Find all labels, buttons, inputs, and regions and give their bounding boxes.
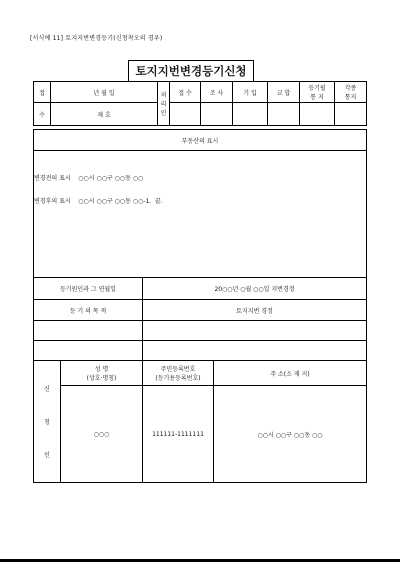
cause-label: 등기원인과 그 연월일 bbox=[34, 278, 143, 300]
name-header bbox=[61, 361, 143, 386]
cheori-in-3: 인 bbox=[160, 110, 167, 117]
name-header-2: (상호·명칭) bbox=[86, 375, 117, 382]
applicant-address[interactable]: ○○시 ○○구 ○○동 ○○ bbox=[214, 386, 367, 483]
applicant-side-1: 신 bbox=[44, 386, 50, 393]
id-header-1: 주민등록번호 bbox=[160, 366, 196, 373]
box-notice2[interactable] bbox=[335, 103, 367, 126]
property-header: 부동산의 표시 bbox=[34, 130, 367, 151]
cause-value[interactable]: 20○○년 ○월 ○○일 지번경정 bbox=[143, 278, 367, 300]
applicant-side-2: 청 bbox=[44, 419, 50, 426]
jeop-cell: 접 bbox=[34, 82, 51, 103]
box-giip[interactable] bbox=[233, 103, 268, 126]
col-notice1 bbox=[300, 82, 335, 103]
property-description[interactable] bbox=[34, 151, 367, 278]
name-header-1: 성 명 bbox=[94, 366, 109, 373]
id-header-2: (등기용등록번호) bbox=[155, 375, 201, 382]
su-cell: 수 bbox=[34, 103, 51, 126]
cheori-in-2: 리 bbox=[160, 101, 167, 108]
purpose-label: 등 기 의 목 적 bbox=[34, 300, 143, 321]
box-notice1[interactable] bbox=[300, 103, 335, 126]
id-header bbox=[143, 361, 214, 386]
blank-value-1[interactable] bbox=[143, 321, 367, 341]
receipt-table bbox=[33, 81, 367, 126]
property-before: 변경전의 표시 ○○시 ○○구 ○○동 ○○ bbox=[34, 175, 144, 182]
box-gyohap[interactable] bbox=[268, 103, 300, 126]
receipt-date-label: 년 월 일 bbox=[51, 82, 158, 103]
blank-label-2 bbox=[34, 341, 143, 361]
col-notice2 bbox=[335, 82, 367, 103]
form-caption: [서식예 11] 토지지번변경등기(신청착오의 경우) bbox=[30, 35, 163, 42]
purpose-value[interactable]: 토지지번 경정 bbox=[143, 300, 367, 321]
applicant-id[interactable]: 111111-1111111 bbox=[143, 386, 214, 483]
notice2-line1: 각종 bbox=[344, 85, 357, 92]
application-body-table bbox=[33, 129, 367, 483]
notice1-line2: 통 지 bbox=[310, 94, 324, 101]
cheori-in-1: 처 bbox=[160, 92, 167, 99]
col-gyohap: 교 합 bbox=[268, 82, 300, 103]
col-josa: 조 사 bbox=[201, 82, 233, 103]
box-josa[interactable] bbox=[201, 103, 233, 126]
property-after: 변경후의 표시 ○○시 ○○구 ○○동 ○○-1. 끝. bbox=[34, 198, 163, 205]
form-title: 토지지번변경등기신청 bbox=[128, 60, 254, 82]
cheori-in-cell bbox=[158, 82, 170, 126]
col-giip: 기 입 bbox=[233, 82, 268, 103]
applicant-name[interactable]: ○○○ bbox=[61, 386, 143, 483]
applicant-side-3: 인 bbox=[44, 452, 50, 459]
notice1-line1: 등기필 bbox=[308, 85, 326, 92]
applicant-side-label bbox=[34, 361, 61, 483]
blank-value-2[interactable] bbox=[143, 341, 367, 361]
receipt-no-label: 제 호 bbox=[51, 103, 158, 126]
addr-header: 주 소(소 재 지) bbox=[214, 361, 367, 386]
notice2-line2: 통지 bbox=[344, 94, 357, 101]
box-jeopsu[interactable] bbox=[170, 103, 201, 126]
page-bottom-rule bbox=[0, 559, 400, 562]
blank-label-1 bbox=[34, 321, 143, 341]
col-jeopsu: 접 수 bbox=[170, 82, 201, 103]
